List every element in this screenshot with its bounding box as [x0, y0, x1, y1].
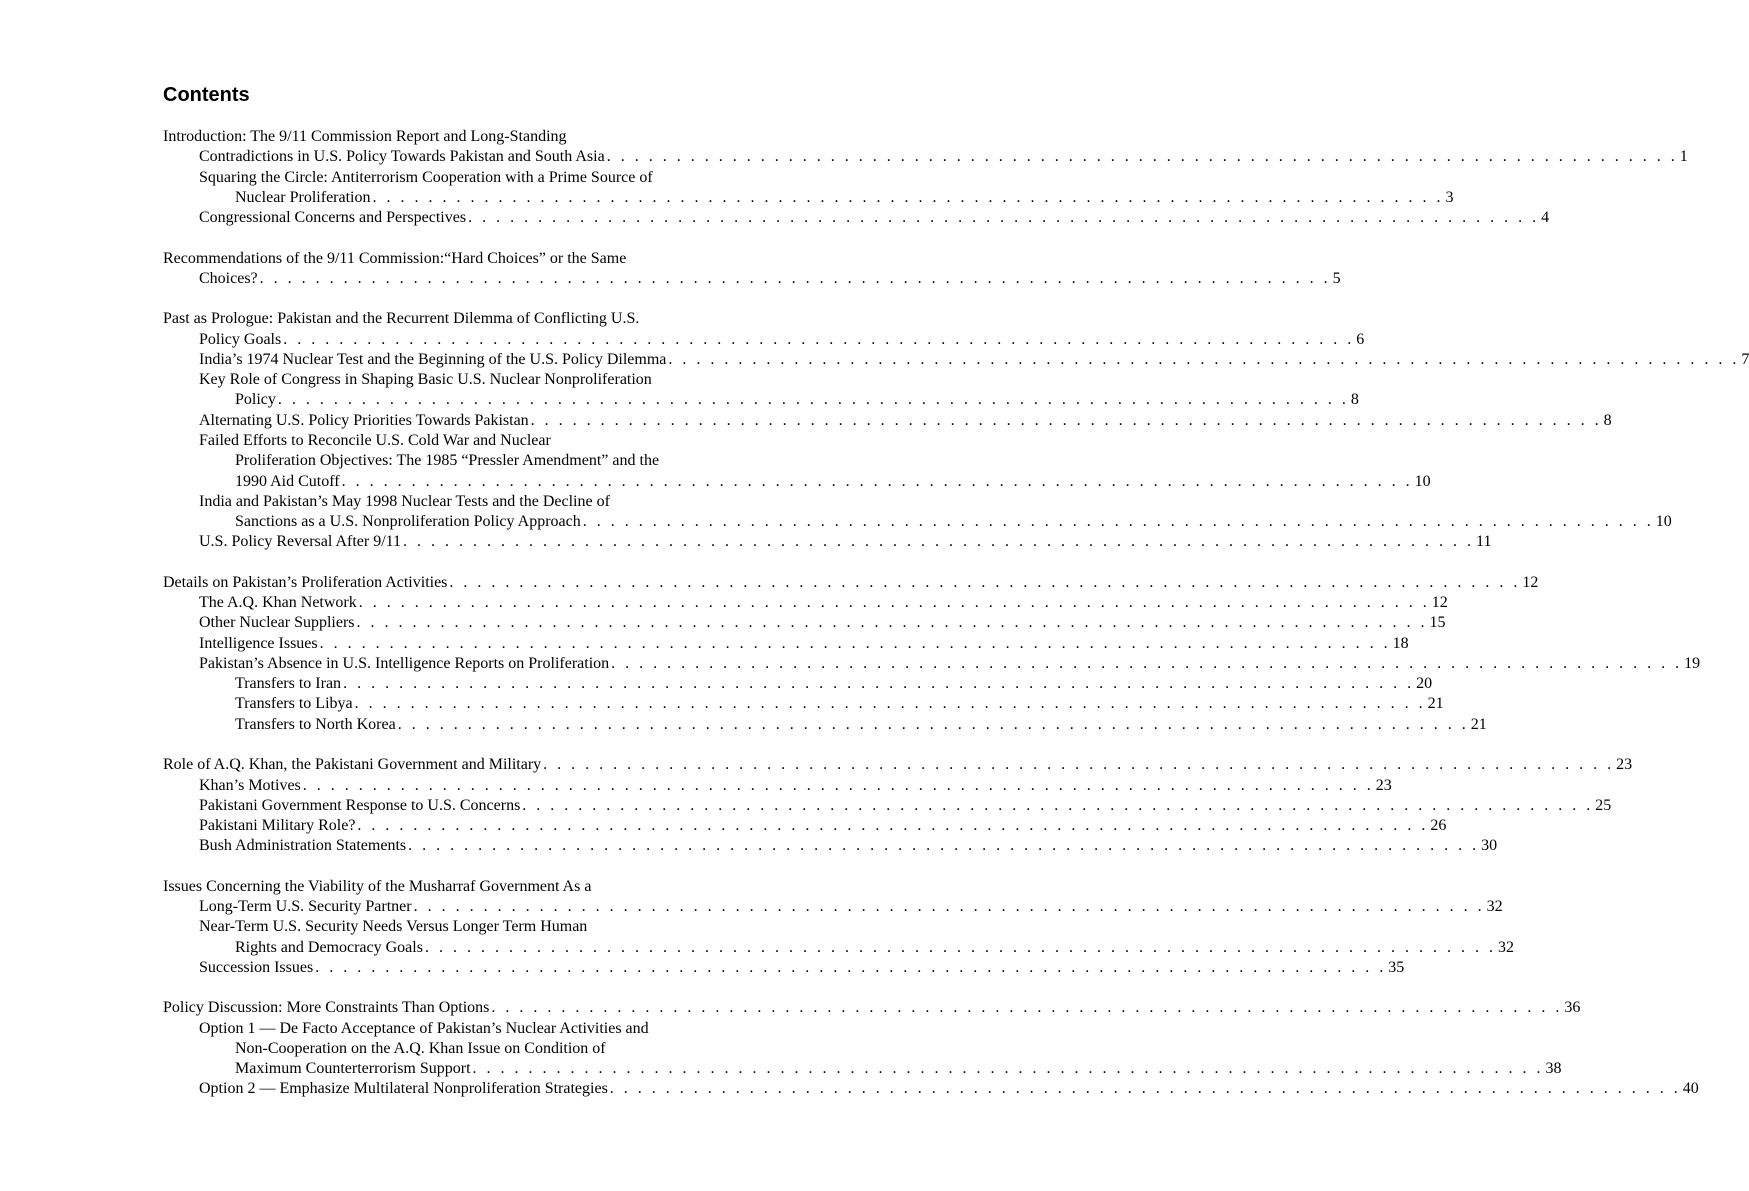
toc-entry-title: The A.Q. Khan Network [199, 594, 357, 612]
toc-entry-title: Choices? [199, 269, 258, 287]
toc-entry-title: Failed Efforts to Reconcile U.S. Cold War and Nuclear [199, 431, 551, 449]
toc-entry[interactable] [163, 411, 1612, 431]
toc-entry-continued [163, 309, 758, 329]
toc-page-number: 30 [1481, 837, 1498, 855]
toc-entry-title: Maximum Counterterrorism Support [235, 1060, 471, 1078]
toc-page-number: 4 [1541, 209, 1550, 227]
toc-entry-title: Intelligence Issues [199, 634, 318, 652]
toc-page-number: 38 [1545, 1060, 1562, 1078]
toc-entry-title: Issues Concerning the Viability of the Musharraf Government As a [163, 877, 592, 895]
toc-entry-title: Policy Goals [199, 330, 282, 348]
toc-entry-continued [163, 492, 758, 512]
toc-page-number: 32 [1497, 938, 1514, 956]
contents-heading: Contents [163, 84, 250, 106]
toc-entry-title: Policy [235, 391, 276, 409]
toc-entry[interactable] [163, 1079, 1699, 1099]
toc-entry-title: Details on Pakistan’s Proliferation Activities [163, 573, 448, 591]
toc-entry-continued [163, 370, 758, 390]
toc-entry-title: Near-Term U.S. Security Needs Versus Longer Term Human [199, 918, 588, 936]
toc-entry-continued [163, 451, 758, 471]
toc-page-number: 6 [1356, 330, 1365, 348]
dot-leader: . . . . . . . . . . . . . . . . . . . . . . . . . . . . . . . . . . . . . . . . . . . . . . . . . . . . . . . . . . . . . . . . . . . . . . . . . . . . . [372, 188, 1444, 206]
toc-entry-title: Pakistani Military Role? [199, 817, 356, 835]
toc-entry[interactable] [163, 147, 1688, 167]
dot-leader: . . . . . . . . . . . . . . . . . . . . . . . . . . . . . . . . . . . . . . . . . . . . . . . . . . . . . . . . . . . . . . . . . . . . . . . . . . . . . [491, 999, 1563, 1017]
toc-entry-title: Alternating U.S. Policy Priorities Towards Pakistan [199, 411, 529, 429]
toc-entry-continued [163, 249, 758, 269]
toc-page-number: 5 [1332, 269, 1341, 287]
dot-leader: . . . . . . . . . . . . . . . . . . . . . . . . . . . . . . . . . . . . . . . . . . . . . . . . . . . . . . . . . . . . . . . . . . . . . . . . . . . . . [259, 269, 1331, 287]
toc-entry-title: India’s 1974 Nuclear Test and the Beginning of the U.S. Policy Dilemma [199, 350, 667, 368]
toc-entry-title: 1990 Aid Cutoff [235, 472, 340, 490]
toc-page-number: 32 [1486, 898, 1503, 916]
toc-page-number: 25 [1595, 796, 1612, 814]
toc-entry[interactable] [163, 613, 1446, 633]
dot-leader: . . . . . . . . . . . . . . . . . . . . . . . . . . . . . . . . . . . . . . . . . . . . . . . . . . . . . . . . . . . . . . . . . . . . . . . . . . . . . [668, 350, 1740, 368]
section-gap [163, 735, 758, 755]
dot-leader: . . . . . . . . . . . . . . . . . . . . . . . . . . . . . . . . . . . . . . . . . . . . . . . . . . . . . . . . . . . . . . . . . . . . . . . . . . . . . [403, 533, 1475, 551]
toc-page-number: 36 [1564, 999, 1581, 1017]
toc-entry[interactable] [163, 512, 1672, 532]
dot-leader: . . . . . . . . . . . . . . . . . . . . . . . . . . . . . . . . . . . . . . . . . . . . . . . . . . . . . . . . . . . . . . . . . . . . . . . . . . . . . [611, 654, 1683, 672]
dot-leader: . . . . . . . . . . . . . . . . . . . . . . . . . . . . . . . . . . . . . . . . . . . . . . . . . . . . . . . . . . . . . . . . . . . . . . . . . . . . . [468, 209, 1540, 227]
toc-entry-title: Sanctions as a U.S. Nonproliferation Policy Approach [235, 513, 581, 531]
dot-leader: . . . . . . . . . . . . . . . . . . . . . . . . . . . . . . . . . . . . . . . . . . . . . . . . . . . . . . . . . . . . . . . . . . . . . . . . . . . . . [397, 715, 1469, 733]
toc-entry[interactable] [163, 796, 1612, 816]
section-gap [163, 228, 758, 248]
toc-entry-title: Introduction: The 9/11 Commission Report and Long-Standing [163, 128, 567, 145]
toc-entry[interactable] [163, 654, 1701, 674]
toc-entry[interactable] [163, 938, 1514, 958]
section-gap [163, 978, 758, 998]
dot-leader: . . . . . . . . . . . . . . . . . . . . . . . . . . . . . . . . . . . . . . . . . . . . . . . . . . . . . . . . . . . . . . . . . . . . . . . . . . . . . [315, 958, 1387, 976]
toc-entry-title: Policy Discussion: More Constraints Than Options [163, 999, 490, 1017]
toc-page-number: 3 [1445, 188, 1454, 206]
dot-leader: . . . . . . . . . . . . . . . . . . . . . . . . . . . . . . . . . . . . . . . . . . . . . . . . . . . . . . . . . . . . . . . . . . . . . . . . . . . . . [356, 614, 1428, 632]
toc-entry[interactable] [163, 330, 1365, 350]
toc-entry[interactable] [163, 715, 1487, 735]
toc-entry-title: Long-Term U.S. Security Partner [199, 898, 412, 916]
toc-entry-title: Role of A.Q. Khan, the Pakistani Government and Military [163, 756, 542, 774]
toc-entry[interactable] [163, 998, 1581, 1018]
toc-entry-title: Rights and Democracy Goals [235, 938, 423, 956]
toc-entry-title: Key Role of Congress in Shaping Basic U.S. Nuclear Nonproliferation [199, 371, 652, 389]
dot-leader: . . . . . . . . . . . . . . . . . . . . . . . . . . . . . . . . . . . . . . . . . . . . . . . . . . . . . . . . . . . . . . . . . . . . . . . . . . . . . [302, 776, 1374, 794]
toc-entry-continued [163, 917, 758, 937]
toc-entry-continued [163, 1039, 758, 1059]
toc-page-number: 23 [1375, 776, 1392, 794]
toc-entry-continued [163, 431, 758, 451]
dot-leader: . . . . . . . . . . . . . . . . . . . . . . . . . . . . . . . . . . . . . . . . . . . . . . . . . . . . . . . . . . . . . . . . . . . . . . . . . . . . . [543, 756, 1615, 774]
toc-entry-title: Other Nuclear Suppliers [199, 614, 355, 632]
dot-leader: . . . . . . . . . . . . . . . . . . . . . . . . . . . . . . . . . . . . . . . . . . . . . . . . . . . . . . . . . . . . . . . . . . . . . . . . . . . . . [449, 573, 1521, 591]
toc-page-number: 11 [1476, 533, 1492, 551]
toc-page-number: 10 [1655, 513, 1672, 531]
toc-entry-continued [163, 1019, 758, 1039]
toc-entry-title: Succession Issues [199, 958, 314, 976]
toc-page-number: 20 [1416, 675, 1433, 693]
toc-entry[interactable] [163, 269, 1341, 289]
toc-page-number: 10 [1414, 472, 1431, 490]
dot-leader: . . . . . . . . . . . . . . . . . . . . . . . . . . . . . . . . . . . . . . . . . . . . . . . . . . . . . . . . . . . . . . . . . . . . . . . . . . . . . [319, 634, 1391, 652]
toc-entry-title: Khan’s Motives [199, 776, 301, 794]
toc-page-number: 15 [1429, 614, 1446, 632]
toc-entry[interactable] [163, 694, 1444, 714]
toc-page-number: 23 [1616, 756, 1633, 774]
toc-entry[interactable] [163, 532, 1492, 552]
toc-page-number: 8 [1603, 411, 1612, 429]
toc-page-number: 8 [1350, 391, 1359, 409]
toc-entry[interactable] [163, 188, 1454, 208]
toc-entry[interactable] [163, 593, 1448, 613]
dot-leader: . . . . . . . . . . . . . . . . . . . . . . . . . . . . . . . . . . . . . . . . . . . . . . . . . . . . . . . . . . . . . . . . . . . . . . . . . . . . . [354, 695, 1426, 713]
toc-entry-title: Bush Administration Statements [199, 837, 407, 855]
dot-leader: . . . . . . . . . . . . . . . . . . . . . . . . . . . . . . . . . . . . . . . . . . . . . . . . . . . . . . . . . . . . . . . . . . . . . . . . . . . . . [582, 513, 1654, 531]
section-gap [163, 289, 758, 309]
toc-entry[interactable] [163, 390, 1359, 410]
toc-entry-title: Squaring the Circle: Antiterrorism Cooperation with a Prime Source of [199, 168, 653, 186]
toc-page-number: 40 [1682, 1080, 1699, 1098]
toc-entry[interactable] [163, 958, 1405, 978]
toc-entry-title: Pakistani Government Response to U.S. Concerns [199, 796, 521, 814]
toc-page-number: 12 [1522, 573, 1539, 591]
toc-entry-title: Congressional Concerns and Perspectives [199, 209, 467, 227]
toc-entry[interactable] [163, 836, 1498, 856]
toc-page-number: 18 [1392, 634, 1409, 652]
section-gap [163, 553, 758, 573]
toc-entry[interactable] [163, 1059, 1562, 1079]
toc-entry-continued [163, 127, 758, 147]
toc-entry-title: U.S. Policy Reversal After 9/11 [199, 533, 402, 551]
toc-entry-title: Proliferation Objectives: The 1985 “Pressler Amendment” and the [235, 452, 660, 470]
toc-entry-title: Contradictions in U.S. Policy Towards Pakistan and South Asia [199, 148, 605, 166]
toc-entry[interactable] [163, 634, 1409, 654]
toc-page-number: 12 [1431, 594, 1448, 612]
toc-entry-title: Recommendations of the 9/11 Commission:“Hard Choices” or the Same [163, 249, 627, 267]
dot-leader: . . . . . . . . . . . . . . . . . . . . . . . . . . . . . . . . . . . . . . . . . . . . . . . . . . . . . . . . . . . . . . . . . . . . . . . . . . . . . [530, 411, 1602, 429]
toc-entry[interactable] [163, 755, 1633, 775]
toc-page-number: 26 [1430, 817, 1447, 835]
toc-page-number: 21 [1470, 715, 1487, 733]
toc-entry[interactable] [163, 350, 1749, 370]
toc-entry[interactable] [163, 674, 1433, 694]
toc-entry-title: Transfers to Libya [235, 695, 353, 713]
toc-entry-title: Non-Cooperation on the A.Q. Khan Issue on Condition of [235, 1039, 606, 1057]
toc-entry-title: Option 2 — Emphasize Multilateral Nonproliferation Strategies [199, 1080, 608, 1098]
dot-leader: . . . . . . . . . . . . . . . . . . . . . . . . . . . . . . . . . . . . . . . . . . . . . . . . . . . . . . . . . . . . . . . . . . . . . . . . . . . . . [341, 472, 1413, 490]
toc-entry-title: Pakistan’s Absence in U.S. Intelligence Reports on Proliferation [199, 654, 610, 672]
toc-entry-continued [163, 877, 758, 897]
toc-entry-continued [163, 168, 758, 188]
toc-entry-title: Past as Prologue: Pakistan and the Recurrent Dilemma of Conflicting U.S. [163, 310, 640, 328]
dot-leader: . . . . . . . . . . . . . . . . . . . . . . . . . . . . . . . . . . . . . . . . . . . . . . . . . . . . . . . . . . . . . . . . . . . . . . . . . . . . . [413, 898, 1485, 916]
toc-entry[interactable] [163, 816, 1447, 836]
toc-entry-title: India and Pakistan’s May 1998 Nuclear Tests and the Decline of [199, 492, 610, 510]
toc-entry[interactable] [163, 573, 1539, 593]
table-of-contents [163, 127, 1749, 1100]
toc-page-number: 7 [1741, 350, 1749, 368]
toc-page-number: 35 [1388, 958, 1405, 976]
dot-leader: . . . . . . . . . . . . . . . . . . . . . . . . . . . . . . . . . . . . . . . . . . . . . . . . . . . . . . . . . . . . . . . . . . . . . . . . . . . . . [408, 837, 1480, 855]
dot-leader: . . . . . . . . . . . . . . . . . . . . . . . . . . . . . . . . . . . . . . . . . . . . . . . . . . . . . . . . . . . . . . . . . . . . . . . . . . . . . [277, 391, 1349, 409]
section-gap [163, 857, 758, 877]
dot-leader: . . . . . . . . . . . . . . . . . . . . . . . . . . . . . . . . . . . . . . . . . . . . . . . . . . . . . . . . . . . . . . . . . . . . . . . . . . . . . [357, 817, 1429, 835]
toc-entry-title: Transfers to Iran [235, 675, 342, 693]
dot-leader: . . . . . . . . . . . . . . . . . . . . . . . . . . . . . . . . . . . . . . . . . . . . . . . . . . . . . . . . . . . . . . . . . . . . . . . . . . . . . [358, 594, 1430, 612]
toc-page-number: 19 [1684, 654, 1701, 672]
dot-leader: . . . . . . . . . . . . . . . . . . . . . . . . . . . . . . . . . . . . . . . . . . . . . . . . . . . . . . . . . . . . . . . . . . . . . . . . . . . . . [606, 148, 1678, 166]
toc-entry[interactable] [163, 208, 1550, 228]
toc-entry[interactable] [163, 776, 1392, 796]
toc-entry-title: Transfers to North Korea [235, 715, 396, 733]
toc-entry-title: Nuclear Proliferation [235, 188, 371, 206]
toc-entry[interactable] [163, 897, 1503, 917]
toc-entry[interactable] [163, 472, 1431, 492]
toc-page-number: 1 [1679, 148, 1688, 166]
dot-leader: . . . . . . . . . . . . . . . . . . . . . . . . . . . . . . . . . . . . . . . . . . . . . . . . . . . . . . . . . . . . . . . . . . . . . . . . . . . . . [424, 938, 1496, 956]
dot-leader: . . . . . . . . . . . . . . . . . . . . . . . . . . . . . . . . . . . . . . . . . . . . . . . . . . . . . . . . . . . . . . . . . . . . . . . . . . . . . [343, 675, 1415, 693]
dot-leader: . . . . . . . . . . . . . . . . . . . . . . . . . . . . . . . . . . . . . . . . . . . . . . . . . . . . . . . . . . . . . . . . . . . . . . . . . . . . . [472, 1060, 1544, 1078]
toc-page-number: 21 [1427, 695, 1444, 713]
dot-leader: . . . . . . . . . . . . . . . . . . . . . . . . . . . . . . . . . . . . . . . . . . . . . . . . . . . . . . . . . . . . . . . . . . . . . . . . . . . . . [609, 1080, 1681, 1098]
dot-leader: . . . . . . . . . . . . . . . . . . . . . . . . . . . . . . . . . . . . . . . . . . . . . . . . . . . . . . . . . . . . . . . . . . . . . . . . . . . . . [283, 330, 1355, 348]
dot-leader: . . . . . . . . . . . . . . . . . . . . . . . . . . . . . . . . . . . . . . . . . . . . . . . . . . . . . . . . . . . . . . . . . . . . . . . . . . . . . [522, 796, 1594, 814]
toc-entry-title: Option 1 — De Facto Acceptance of Pakistan’s Nuclear Activities and [199, 1019, 649, 1037]
